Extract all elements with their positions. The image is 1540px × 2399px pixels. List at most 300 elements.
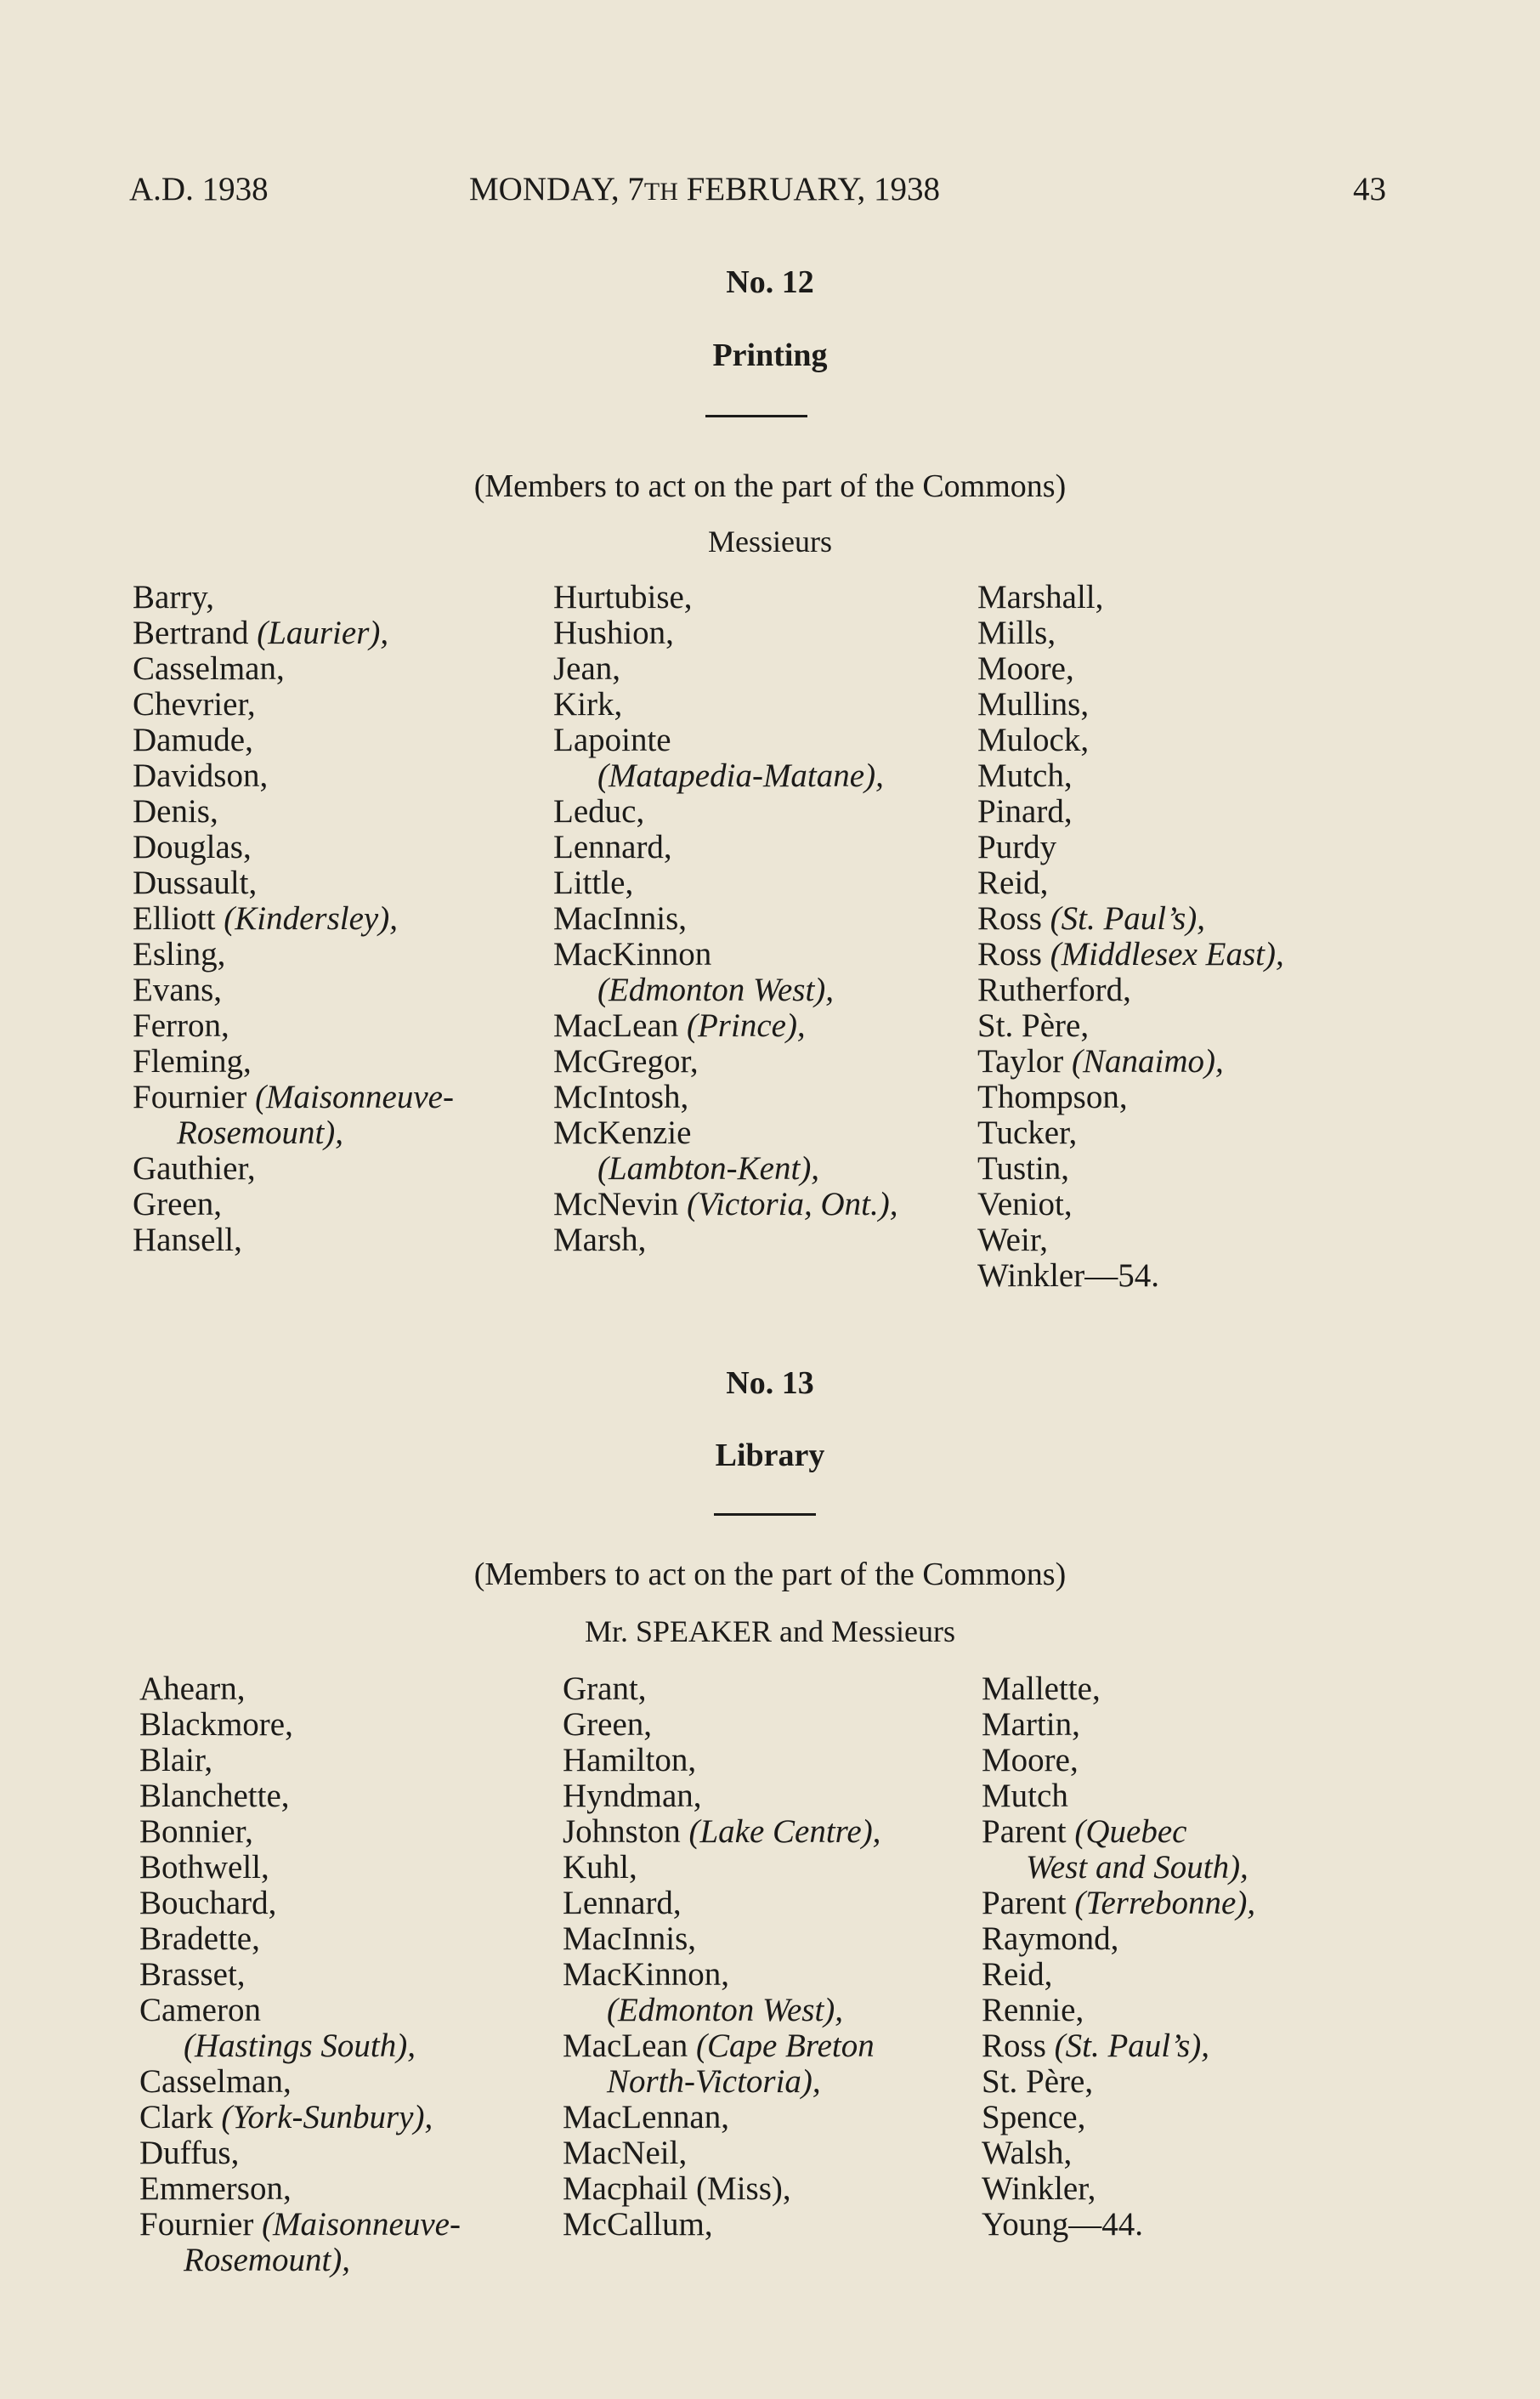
member-name: Blackmore, [139, 1706, 293, 1743]
member-entry [982, 1921, 1255, 1957]
member-name: Duffus, [139, 2135, 240, 2171]
member-constituency: (York-Sunbury), [221, 2099, 433, 2135]
member-name: Young—44. [982, 2206, 1144, 2243]
member-name: McKenzie [553, 1114, 692, 1151]
member-constituency: (St. Paul’s), [1054, 2028, 1209, 2064]
member-line [553, 1186, 897, 1222]
member-entry [563, 2135, 880, 2171]
member-entry [563, 2171, 880, 2207]
member-name: Casselman, [139, 2063, 292, 2100]
section-title: Library [715, 1438, 825, 1473]
member-line [139, 2099, 433, 2135]
member-entry [977, 687, 1284, 723]
member-name: Mutch [982, 1778, 1068, 1814]
member-name: Dussault, [133, 865, 258, 901]
member-line [977, 650, 1074, 687]
title-rule [705, 415, 807, 417]
member-line [977, 1222, 1048, 1258]
header-year: A.D. 1938 [129, 171, 269, 207]
member-name: Bothwell, [139, 1849, 269, 1886]
member-entry [982, 2100, 1255, 2135]
member-name: Green, [133, 1186, 223, 1222]
member-entry [553, 1187, 897, 1222]
member-entry [133, 1151, 454, 1187]
member-entry [563, 1850, 880, 1886]
member-entry [139, 2100, 461, 2135]
member-name: Purdy [977, 829, 1057, 865]
member-constituency-continued: (Hastings South), [184, 2028, 416, 2064]
member-entry [139, 1957, 461, 1993]
member-entry [139, 2171, 461, 2207]
section-subtitle: (Members to act on the part of the Commons) [473, 468, 1067, 504]
member-entry [553, 901, 897, 937]
member-entry [982, 1814, 1255, 1886]
member-entry [977, 1044, 1284, 1080]
member-name: Mutch, [977, 757, 1073, 794]
member-name: Blair, [139, 1742, 213, 1778]
member-name: MacKinnon, [563, 1956, 730, 1993]
member-line [133, 722, 253, 758]
member-line [977, 972, 1131, 1008]
member-line [133, 865, 257, 901]
member-entry [982, 1671, 1255, 1707]
member-name: McNevin [553, 1186, 688, 1222]
member-entry [563, 1778, 880, 1814]
member-constituency-continued: (Matapedia-Matane), [597, 757, 884, 794]
member-name: Tustin, [977, 1150, 1070, 1187]
member-line [563, 1706, 652, 1743]
member-entry [553, 1008, 897, 1044]
member-entry [982, 1886, 1255, 1921]
member-constituency: (Laurier), [257, 615, 389, 651]
member-name: Hansell, [133, 1222, 242, 1258]
page-number: 43 [1353, 171, 1386, 207]
member-entry [139, 2064, 461, 2100]
member-entry [977, 865, 1284, 901]
member-line [563, 1956, 729, 1993]
member-line [553, 900, 687, 937]
member-line [977, 1150, 1069, 1187]
member-name: Lennard, [563, 1885, 682, 1921]
member-name: Cameron [139, 1992, 261, 2028]
member-constituency-continued: Rosemount), [177, 1114, 344, 1151]
member-name: Parent [982, 1813, 1075, 1850]
members-column [133, 580, 454, 1258]
member-name: Brasset, [139, 1956, 246, 1993]
member-name: Winkler—54. [977, 1257, 1159, 1294]
member-name: MacLennan, [563, 2099, 729, 2135]
member-line [977, 936, 1284, 973]
header-date-ordinal: TH [643, 178, 678, 206]
member-line [133, 615, 388, 651]
member-name: Moore, [977, 650, 1074, 687]
member-line [133, 757, 268, 794]
member-line [563, 1885, 682, 1921]
member-entry [133, 723, 454, 758]
member-line [977, 829, 1056, 865]
member-name: Spence, [982, 2099, 1086, 2135]
section-title: Printing [712, 337, 828, 373]
member-entry [139, 1850, 461, 1886]
member-line [133, 1186, 222, 1222]
member-entry [977, 1187, 1284, 1222]
members-column [139, 1671, 461, 2278]
member-constituency: (Quebec [1074, 1813, 1187, 1850]
member-entry [553, 937, 897, 1008]
member-name: Barry, [133, 579, 215, 615]
member-entry [982, 1778, 1255, 1814]
member-constituency-continued: (Lambton-Kent), [597, 1150, 820, 1187]
member-entry [977, 1080, 1284, 1115]
member-entry [982, 1957, 1255, 1993]
member-entry [133, 1044, 454, 1080]
page-header [0, 170, 1540, 213]
member-line [139, 2135, 239, 2171]
member-line [982, 1778, 1068, 1814]
member-name: Johnston [563, 1813, 689, 1850]
member-constituency-continued: (Edmonton West), [597, 972, 835, 1008]
member-line [982, 1992, 1084, 2028]
member-name: McCallum, [563, 2206, 713, 2243]
member-name: Winkler, [982, 2170, 1096, 2207]
member-name: Reid, [982, 1956, 1053, 1993]
member-line [563, 2028, 875, 2064]
member-name: Kuhl, [563, 1849, 637, 1886]
member-name: Rennie, [982, 1992, 1084, 2028]
member-entry [982, 2135, 1255, 2171]
member-name: Marsh, [553, 1222, 647, 1258]
member-name: Ross [977, 936, 1050, 973]
member-entry [553, 865, 897, 901]
member-line [982, 2099, 1085, 2135]
member-entry [977, 758, 1284, 794]
member-entry [977, 937, 1284, 973]
member-name: Fournier [139, 2206, 263, 2243]
member-constituency-continued: North-Victoria), [607, 2063, 821, 2100]
member-name: Thompson, [977, 1079, 1128, 1115]
member-name: Jean, [553, 650, 621, 687]
member-line [553, 829, 672, 865]
member-name: Hushion, [553, 615, 674, 651]
member-line [563, 1849, 637, 1886]
member-name: Mullins, [977, 686, 1090, 723]
member-entry [553, 794, 897, 830]
member-name: Veniot, [977, 1186, 1073, 1222]
member-name: Bertrand [133, 615, 258, 651]
member-name: Ferron, [133, 1007, 229, 1044]
member-entry [139, 1778, 461, 1814]
member-name: Damude, [133, 722, 253, 758]
member-entry [977, 723, 1284, 758]
member-line [553, 936, 711, 973]
member-entry [563, 1743, 880, 1778]
member-entry [563, 1921, 880, 1957]
member-line [139, 1992, 261, 2028]
member-line [133, 972, 222, 1008]
member-line [553, 615, 674, 651]
member-entry [977, 1258, 1284, 1294]
member-name: Ahearn, [139, 1670, 246, 1707]
member-name: Bonnier, [139, 1813, 253, 1850]
member-line [133, 829, 252, 865]
member-entry [977, 830, 1284, 865]
member-name: Denis, [133, 793, 218, 830]
member-line [977, 865, 1048, 901]
member-line [563, 2170, 791, 2207]
member-entry [563, 1671, 880, 1707]
member-name: Martin, [982, 1706, 1080, 1743]
members-column [553, 580, 897, 1258]
member-name: Elliott [133, 900, 224, 937]
member-name: Douglas, [133, 829, 252, 865]
member-line [139, 2170, 292, 2207]
member-entry [133, 1008, 454, 1044]
member-entry [982, 1707, 1255, 1743]
member-entry [563, 2028, 880, 2100]
member-constituency-continued: (Edmonton West), [607, 1992, 844, 2028]
member-line [977, 579, 1103, 615]
member-name: Hamilton, [563, 1742, 697, 1778]
member-name: Fleming, [133, 1043, 252, 1080]
member-constituency: (Nanaimo), [1071, 1043, 1224, 1080]
member-entry [553, 830, 897, 865]
member-line [977, 1114, 1077, 1151]
member-entry [563, 2100, 880, 2135]
member-constituency: (Kindersley), [224, 900, 398, 937]
member-line [133, 900, 398, 937]
member-name: Parent [982, 1885, 1075, 1921]
member-name: Emmerson, [139, 2170, 292, 2207]
member-constituency: (Prince), [687, 1007, 806, 1044]
member-line [563, 1670, 647, 1707]
member-name: Macphail (Miss), [563, 2170, 791, 2207]
member-entry [563, 2207, 880, 2243]
member-constituency: (Maisonneuve- [255, 1079, 454, 1115]
member-name: Mulock, [977, 722, 1090, 758]
member-line [139, 1670, 246, 1707]
member-entry [133, 615, 454, 651]
member-entry [982, 2064, 1255, 2100]
member-entry [977, 1008, 1284, 1044]
member-line [982, 1742, 1079, 1778]
member-name: Reid, [977, 865, 1049, 901]
member-line [139, 2063, 292, 2100]
member-entry [553, 1044, 897, 1080]
member-entry [563, 1707, 880, 1743]
member-line [982, 2063, 1093, 2100]
member-name: Evans, [133, 972, 223, 1008]
section-number: No. 12 [726, 264, 814, 300]
member-entry [139, 2135, 461, 2171]
member-entry [133, 830, 454, 865]
member-line [133, 1007, 229, 1044]
member-line [977, 722, 1089, 758]
member-line [553, 650, 620, 687]
member-entry [133, 1187, 454, 1222]
member-line [982, 1920, 1118, 1957]
member-entry [982, 2207, 1255, 2243]
member-name: Fournier [133, 1079, 256, 1115]
member-line [553, 865, 633, 901]
member-name: Mills, [977, 615, 1056, 651]
header-date-part: MONDAY, 7 [469, 171, 644, 207]
member-entry [977, 1151, 1284, 1187]
member-entry [139, 1886, 461, 1921]
member-line [977, 1186, 1073, 1222]
member-line [553, 1079, 688, 1115]
member-line [553, 1114, 691, 1151]
member-line [133, 1043, 252, 1080]
member-entry [553, 1222, 897, 1258]
member-line [982, 2206, 1143, 2243]
member-entry [977, 615, 1284, 651]
member-entry [563, 1886, 880, 1921]
member-line [553, 686, 622, 723]
member-line [563, 1778, 702, 1814]
member-line [133, 936, 225, 973]
member-constituency: (Victoria, Ont.), [687, 1186, 898, 1222]
member-entry [139, 2207, 461, 2278]
member-entry [139, 1993, 461, 2064]
member-line [139, 1813, 253, 1850]
member-name: MacLean [563, 2028, 696, 2064]
member-line [553, 1043, 699, 1080]
member-name: Marshall, [977, 579, 1104, 615]
member-name: Lennard, [553, 829, 672, 865]
member-line [977, 1007, 1089, 1044]
member-name: Little, [553, 865, 634, 901]
member-entry [977, 1115, 1284, 1151]
member-line [563, 2135, 687, 2171]
member-line [982, 1813, 1186, 1850]
member-name: Hurtubise, [553, 579, 693, 615]
members-column [563, 1671, 880, 2243]
member-line [977, 793, 1073, 830]
member-line [977, 686, 1089, 723]
member-line [139, 1885, 276, 1921]
section-number: No. 13 [726, 1365, 814, 1401]
member-entry [553, 1080, 897, 1115]
member-name: Moore, [982, 1742, 1079, 1778]
member-line [982, 1670, 1101, 1707]
member-line [977, 1257, 1159, 1294]
member-entry [563, 1814, 880, 1850]
member-line [133, 579, 214, 615]
member-line [563, 1920, 696, 1957]
member-line [133, 1079, 454, 1115]
member-entry [982, 1743, 1255, 1778]
member-entry [553, 723, 897, 794]
member-entry [977, 1222, 1284, 1258]
member-constituency: (Terrebonne), [1074, 1885, 1256, 1921]
member-name: Bouchard, [139, 1885, 277, 1921]
member-name: Kirk, [553, 686, 623, 723]
member-name: Ross [977, 900, 1050, 937]
member-line [553, 722, 671, 758]
member-line [139, 1920, 260, 1957]
member-entry [977, 901, 1284, 937]
member-line [977, 1079, 1128, 1115]
member-line [133, 650, 285, 687]
member-entry [139, 1743, 461, 1778]
member-line [553, 1007, 806, 1044]
member-line [139, 1706, 293, 1743]
member-line [139, 1778, 290, 1814]
member-entry [982, 1993, 1255, 2028]
title-rule [714, 1513, 816, 1516]
member-entry [133, 937, 454, 973]
member-name: Rutherford, [977, 972, 1131, 1008]
member-line [977, 1043, 1224, 1080]
members-column [982, 1671, 1255, 2243]
member-entry [977, 580, 1284, 615]
member-entry [133, 687, 454, 723]
member-name: Hyndman, [563, 1778, 702, 1814]
member-line [563, 2099, 729, 2135]
member-line [553, 1222, 646, 1258]
member-constituency: (Middlesex East), [1050, 936, 1284, 973]
member-line [982, 1956, 1052, 1993]
member-line [139, 1742, 212, 1778]
section-address: Mr. SPEAKER and Messieurs [584, 1614, 955, 1648]
member-entry [133, 1222, 454, 1258]
member-name: Leduc, [553, 793, 645, 830]
member-entry [139, 1921, 461, 1957]
member-line [133, 686, 256, 723]
member-name: Chevrier, [133, 686, 256, 723]
member-constituency: (St. Paul’s), [1050, 900, 1205, 937]
member-line [977, 900, 1205, 937]
member-name: St. Père, [977, 1007, 1090, 1044]
members-column [977, 580, 1284, 1294]
member-name: Pinard, [977, 793, 1073, 830]
member-line [982, 1885, 1255, 1921]
member-name: Green, [563, 1706, 653, 1743]
member-entry [977, 651, 1284, 687]
member-entry [982, 2028, 1255, 2064]
section-subtitle: (Members to act on the part of the Commons) [473, 1557, 1067, 1592]
member-name: MacLean [553, 1007, 687, 1044]
member-name: Lapointe [553, 722, 671, 758]
member-name: Grant, [563, 1670, 647, 1707]
member-name: MacInnis, [563, 1920, 697, 1957]
member-name: Esling, [133, 936, 226, 973]
member-line [553, 579, 693, 615]
member-line [982, 2135, 1072, 2171]
header-date [469, 170, 940, 208]
member-entry [133, 651, 454, 687]
member-entry [977, 973, 1284, 1008]
member-name: Blanchette, [139, 1778, 290, 1814]
member-name: MacNeil, [563, 2135, 688, 2171]
member-entry [553, 651, 897, 687]
member-entry [553, 687, 897, 723]
member-entry [133, 758, 454, 794]
member-entry [139, 1814, 461, 1850]
member-name: Walsh, [982, 2135, 1073, 2171]
member-name: Tucker, [977, 1114, 1078, 1151]
member-line [139, 2206, 461, 2243]
member-name: McIntosh, [553, 1079, 689, 1115]
member-entry [133, 901, 454, 937]
member-line [982, 2170, 1096, 2207]
member-name: McGregor, [553, 1043, 699, 1080]
member-line [133, 793, 218, 830]
member-name: Davidson, [133, 757, 269, 794]
member-line [977, 615, 1056, 651]
member-constituency: (Maisonneuve- [262, 2206, 461, 2243]
member-constituency-continued: Rosemount), [184, 2242, 351, 2278]
